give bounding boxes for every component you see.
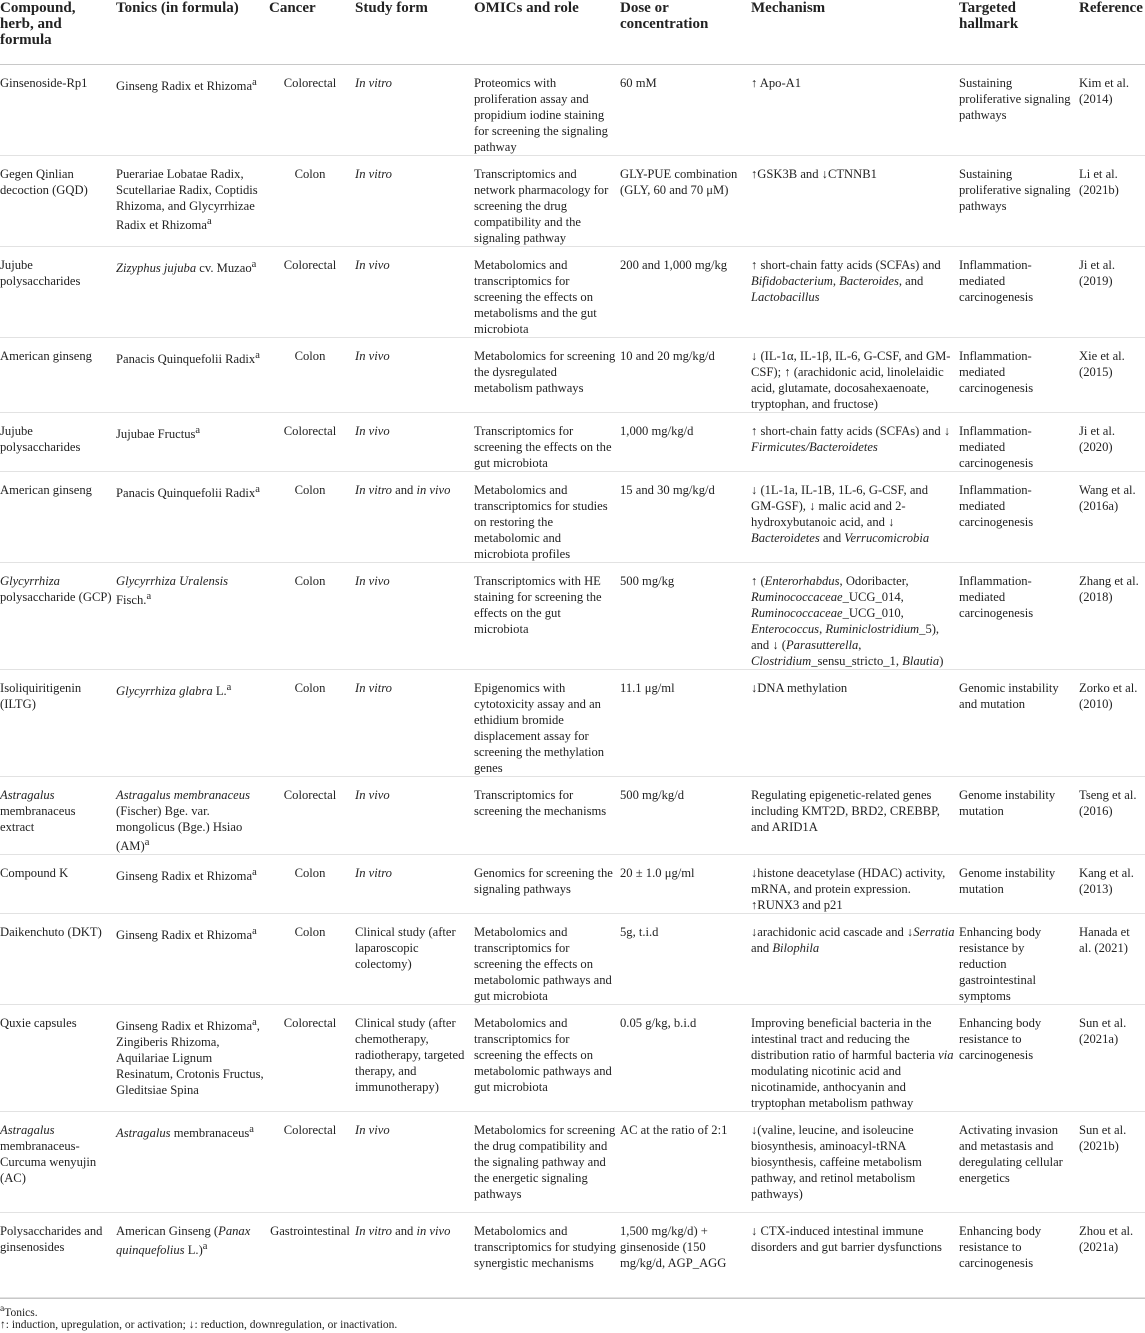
cell-tonics: Panacis Quinquefolii Radix$^a$ [116,471,269,562]
cell-hallmark: Enhancing body resistance to carcinogenesis [959,1212,1079,1297]
cell-dose: 15 and 30 mg/kg/d [620,471,751,562]
cell-hallmark: Inflammation-mediated carcinogenesis [959,337,1079,412]
cell-hallmark: Enhancing body resistance to carcinogenesis [959,1004,1079,1111]
cell-hallmark: Sustaining proliferative signaling pathways [959,155,1079,246]
table-header [0,0,1145,64]
header-dose: Dose or concentration [620,0,751,64]
cell-study-form: In vivo [355,562,474,669]
cell-omics-role: Epigenomics with cytotoxicity assay and an ethidium bromide displacement assay for screening the methylation genes [474,669,620,776]
cell-dose: 0.05 g/kg, b.i.d [620,1004,751,1111]
cell-hallmark: Activating invasion and metastasis and deregulating cellular energetics [959,1111,1079,1212]
cell-mechanism: ↓arachidonic acid cascade and ↓Serratia and Bilophila [751,913,959,1004]
header-tonics: Tonics (in formula) [116,0,269,64]
cell-tonics: Ginseng Radix et Rhizoma$^a$ [116,913,269,1004]
cell-reference: Kang et al. (2013) [1079,854,1145,913]
cell-cancer: Colorectal [269,1004,355,1111]
cell-cancer: Colorectal [269,776,355,854]
cell-mechanism: ↑ short-chain fatty acids (SCFAs) and Bifidobacterium, Bacteroides, and Lactobacillus [751,246,959,337]
cell-study-form: In vivo [355,337,474,412]
cell-study-form: In vivo [355,412,474,471]
table-row [0,1212,1145,1297]
cell-dose: 11.1 μg/ml [620,669,751,776]
cell-reference: Zhang et al. (2018) [1079,562,1145,669]
cell-hallmark: Inflammation-mediated carcinogenesis [959,471,1079,562]
table-row [0,246,1145,337]
cell-compound: Gegen Qinlian decoction (GQD) [0,155,116,246]
header-row [0,0,1145,64]
cell-tonics: Panacis Quinquefolii Radix$^a$ [116,337,269,412]
cell-compound: Glycyrrhiza polysaccharide (GCP) [0,562,116,669]
cell-study-form: In vitro [355,854,474,913]
cell-dose: 10 and 20 mg/kg/d [620,337,751,412]
table-row [0,155,1145,246]
cell-tonics: Glycyrrhiza glabra L.$^a$ [116,669,269,776]
cell-compound: Quxie capsules [0,1004,116,1111]
cell-reference: Sun et al. (2021b) [1079,1111,1145,1212]
cell-hallmark: Inflammation-mediated carcinogenesis [959,412,1079,471]
cell-compound: Ginsenoside-Rp1 [0,64,116,155]
cell-hallmark: Inflammation-mediated carcinogenesis [959,562,1079,669]
cell-omics-role: Metabolomics and transcriptomics for screening the effects on metabolomic pathways and gut microbiota [474,913,620,1004]
cell-cancer: Colon [269,854,355,913]
cell-study-form: In vitro and in vivo [355,471,474,562]
cell-reference: Kim et al. (2014) [1079,64,1145,155]
cell-compound: Polysaccharides and ginsenosides [0,1212,116,1297]
cell-hallmark: Genome instability mutation [959,854,1079,913]
cell-mechanism: ↓ (1L-1a, IL-1B, 1L-6, G-CSF, and GM-GSF), ↓ malic acid and 2-hydroxybutanoic acid, and ↓ Bacteroidetes and Verrucomicrobia [751,471,959,562]
cell-dose: 1,000 mg/kg/d [620,412,751,471]
cell-dose: GLY-PUE combination (GLY, 60 and 70 μM) [620,155,751,246]
table-row [0,776,1145,854]
header-compound: Compound, herb, and formula [0,0,116,64]
cell-study-form: In vivo [355,1111,474,1212]
cell-mechanism: ↓DNA methylation [751,669,959,776]
cell-hallmark: Genomic instability and mutation [959,669,1079,776]
table-row [0,913,1145,1004]
cell-compound: Jujube polysaccharides [0,246,116,337]
cell-mechanism: ↓histone deacetylase (HDAC) activity, mRNA, and protein expression. ↑RUNX3 and p21 [751,854,959,913]
cell-compound: Astragalus membranaceus-Curcuma wenyujin (AC) [0,1111,116,1212]
cell-dose: 500 mg/kg/d [620,776,751,854]
cell-study-form: In vitro [355,155,474,246]
cell-hallmark: Inflammation-mediated carcinogenesis [959,246,1079,337]
cell-dose: 1,500 mg/kg/d) + ginsenoside (150 mg/kg/d, AGP_AGG [620,1212,751,1297]
cell-reference: Wang et al. (2016a) [1079,471,1145,562]
cell-study-form: In vitro and in vivo [355,1212,474,1297]
cell-reference: Hanada et al. (2021) [1079,913,1145,1004]
cell-tonics: American Ginseng (Panax quinquefolius L.)$^a$ [116,1212,269,1297]
cell-omics-role: Genomics for screening the signaling pathways [474,854,620,913]
cell-reference: Zhou et al. (2021a) [1079,1212,1145,1297]
cell-cancer: Colon [269,669,355,776]
footnote: ↑: induction, upregulation, or activation; ↓: reduction, downregulation, or inactivation. [0,1318,398,1331]
cell-cancer: Colon [269,562,355,669]
cell-study-form: In vitro [355,669,474,776]
cell-tonics: Ginseng Radix et Rhizoma$^a$ [116,64,269,155]
cell-cancer: Colon [269,337,355,412]
cell-compound: Astragalus membranaceus extract [0,776,116,854]
cell-mechanism: Improving beneficial bacteria in the intestinal tract and reducing the distribution ratio of harmful bacteria via modulating nicotinic acid and nicotinamide, anthocyanin and tryptophan metabolism pathway [751,1004,959,1111]
header-reference: Reference [1079,0,1145,64]
table-row [0,854,1145,913]
cell-reference: Tseng et al. (2016) [1079,776,1145,854]
cell-reference: Ji et al. (2020) [1079,412,1145,471]
cell-tonics: Ginseng Radix et Rhizoma$^a$ [116,854,269,913]
cell-cancer: Gastrointestinal [269,1212,355,1297]
cell-tonics: Astragalus membranaceus (Fischer) Bge. var. mongolicus (Bge.) Hsiao (AM)$^a$ [116,776,269,854]
header-study-form: Study form [355,0,474,64]
cell-dose: 60 mM [620,64,751,155]
cell-mechanism: ↓ (IL-1α, IL-1β, IL-6, G-CSF, and GM-CSF); ↑ (arachidonic acid, linolelaidic acid, glutamate, docosahexaenoate, tryptophan, and fructose) [751,337,959,412]
cell-dose: 200 and 1,000 mg/kg [620,246,751,337]
cell-tonics: Zizyphus jujuba cv. Muzao$^a$ [116,246,269,337]
table-row [0,562,1145,669]
cell-cancer: Colorectal [269,64,355,155]
cell-dose: 20 ± 1.0 μg/ml [620,854,751,913]
table-body [0,64,1145,1297]
cell-omics-role: Metabolomics for screening the dysregulated metabolism pathways [474,337,620,412]
cell-compound: Daikenchuto (DKT) [0,913,116,1004]
cell-cancer: Colorectal [269,412,355,471]
cell-tonics: Jujubae Fructus$^a$ [116,412,269,471]
cell-compound: Compound K [0,854,116,913]
cell-compound: Jujube polysaccharides [0,412,116,471]
cell-omics-role: Proteomics with proliferation assay and propidium iodine staining for screening the signaling pathway [474,64,620,155]
cell-omics-role: Transcriptomics for screening the effects on the gut microbiota [474,412,620,471]
cell-omics-role: Metabolomics and transcriptomics for screening the effects on metabolisms and the gut microbiota [474,246,620,337]
cell-tonics: Glycyrrhiza Uralensis Fisch.$^a$ [116,562,269,669]
cell-hallmark: Sustaining proliferative signaling pathways [959,64,1079,155]
cell-omics-role: Transcriptomics with HE staining for screening the effects on the gut microbiota [474,562,620,669]
cell-cancer: Colon [269,155,355,246]
cell-compound: American ginseng [0,471,116,562]
footnote: $^a$Tonics. [0,1302,38,1319]
cell-omics-role: Transcriptomics for screening the mechanisms [474,776,620,854]
header-hallmark: Targeted hallmark [959,0,1079,64]
cell-omics-role: Metabolomics and transcriptomics for screening the effects on metabolomic pathways and gut microbiota [474,1004,620,1111]
cell-reference: Zorko et al. (2010) [1079,669,1145,776]
cell-omics-role: Metabolomics and transcriptomics for studying synergistic mechanisms [474,1212,620,1297]
header-cancer: Cancer [269,0,355,64]
cell-dose: 500 mg/kg [620,562,751,669]
cell-reference: Li et al. (2021b) [1079,155,1145,246]
table-row [0,471,1145,562]
cell-hallmark: Genome instability mutation [959,776,1079,854]
cell-reference: Ji et al. (2019) [1079,246,1145,337]
cell-reference: Sun et al. (2021a) [1079,1004,1145,1111]
cell-mechanism: ↑ short-chain fatty acids (SCFAs) and ↓ Firmicutes/Bacteroidetes [751,412,959,471]
cell-compound: Isoliquiritigenin (ILTG) [0,669,116,776]
cell-study-form: In vivo [355,776,474,854]
cell-tonics: Puerariae Lobatae Radix, Scutellariae Radix, Coptidis Rhizoma, and Glycyrrhizae Radix et Rhizoma$^a$ [116,155,269,246]
cell-study-form: In vivo [355,246,474,337]
cell-mechanism: ↓(valine, leucine, and isoleucine biosynthesis, aminoacyl-tRNA biosynthesis, caffeine metabolism pathway, and retinol metabolism pathways) [751,1111,959,1212]
table-row [0,412,1145,471]
cell-mechanism: ↑ (Enterorhabdus, Odoribacter, Ruminococcaceae_UCG_014, Ruminococcaceae_UCG_010, Enterococcus, Ruminiclostridium_5), and ↓ (Parasutterella, Clostridium_sensu_stricto_1, Blautia) [751,562,959,669]
cell-omics-role: Transcriptomics and network pharmacology for screening the drug compatibility and the signaling pathway [474,155,620,246]
cell-dose: 5g, t.i.d [620,913,751,1004]
cell-mechanism: ↑GSK3B and ↓CTNNB1 [751,155,959,246]
cell-mechanism: Regulating epigenetic-related genes including KMT2D, BRD2, CREBBP, and ARID1A [751,776,959,854]
cell-cancer: Colorectal [269,246,355,337]
cell-tonics: Ginseng Radix et Rhizoma$^a$, Zingiberis Rhizoma, Aquilariae Lignum Resinatum, Crotonis Fructus, Gleditsiae Spina [116,1004,269,1111]
cell-reference: Xie et al. (2015) [1079,337,1145,412]
cell-hallmark: Enhancing body resistance by reduction gastrointestinal symptoms [959,913,1079,1004]
cell-cancer: Colorectal [269,1111,355,1212]
cell-cancer: Colon [269,913,355,1004]
cell-tonics: Astragalus membranaceus$^a$ [116,1111,269,1212]
table-row [0,64,1145,155]
header-omics-role: OMICs and role [474,0,620,64]
table-row [0,337,1145,412]
table-row [0,669,1145,776]
cell-cancer: Colon [269,471,355,562]
cell-compound: American ginseng [0,337,116,412]
cell-mechanism: ↓ CTX-induced intestinal immune disorders and gut barrier dysfunctions [751,1212,959,1297]
cell-dose: AC at the ratio of 2:1 [620,1111,751,1212]
cell-study-form: Clinical study (after laparoscopic colectomy) [355,913,474,1004]
cell-study-form: Clinical study (after chemotherapy, radiotherapy, targeted therapy, and immunotherapy) [355,1004,474,1111]
cell-study-form: In vitro [355,64,474,155]
cell-omics-role: Metabolomics and transcriptomics for studies on restoring the metabolomic and microbiota profiles [474,471,620,562]
cell-omics-role: Metabolomics for screening the drug compatibility and the signaling pathway and the energetic signaling pathways [474,1111,620,1212]
table-row [0,1111,1145,1212]
cell-mechanism: ↑ Apo-A1 [751,64,959,155]
footnotes [0,1298,1145,1333]
table-row [0,1004,1145,1111]
header-mechanism: Mechanism [751,0,959,64]
